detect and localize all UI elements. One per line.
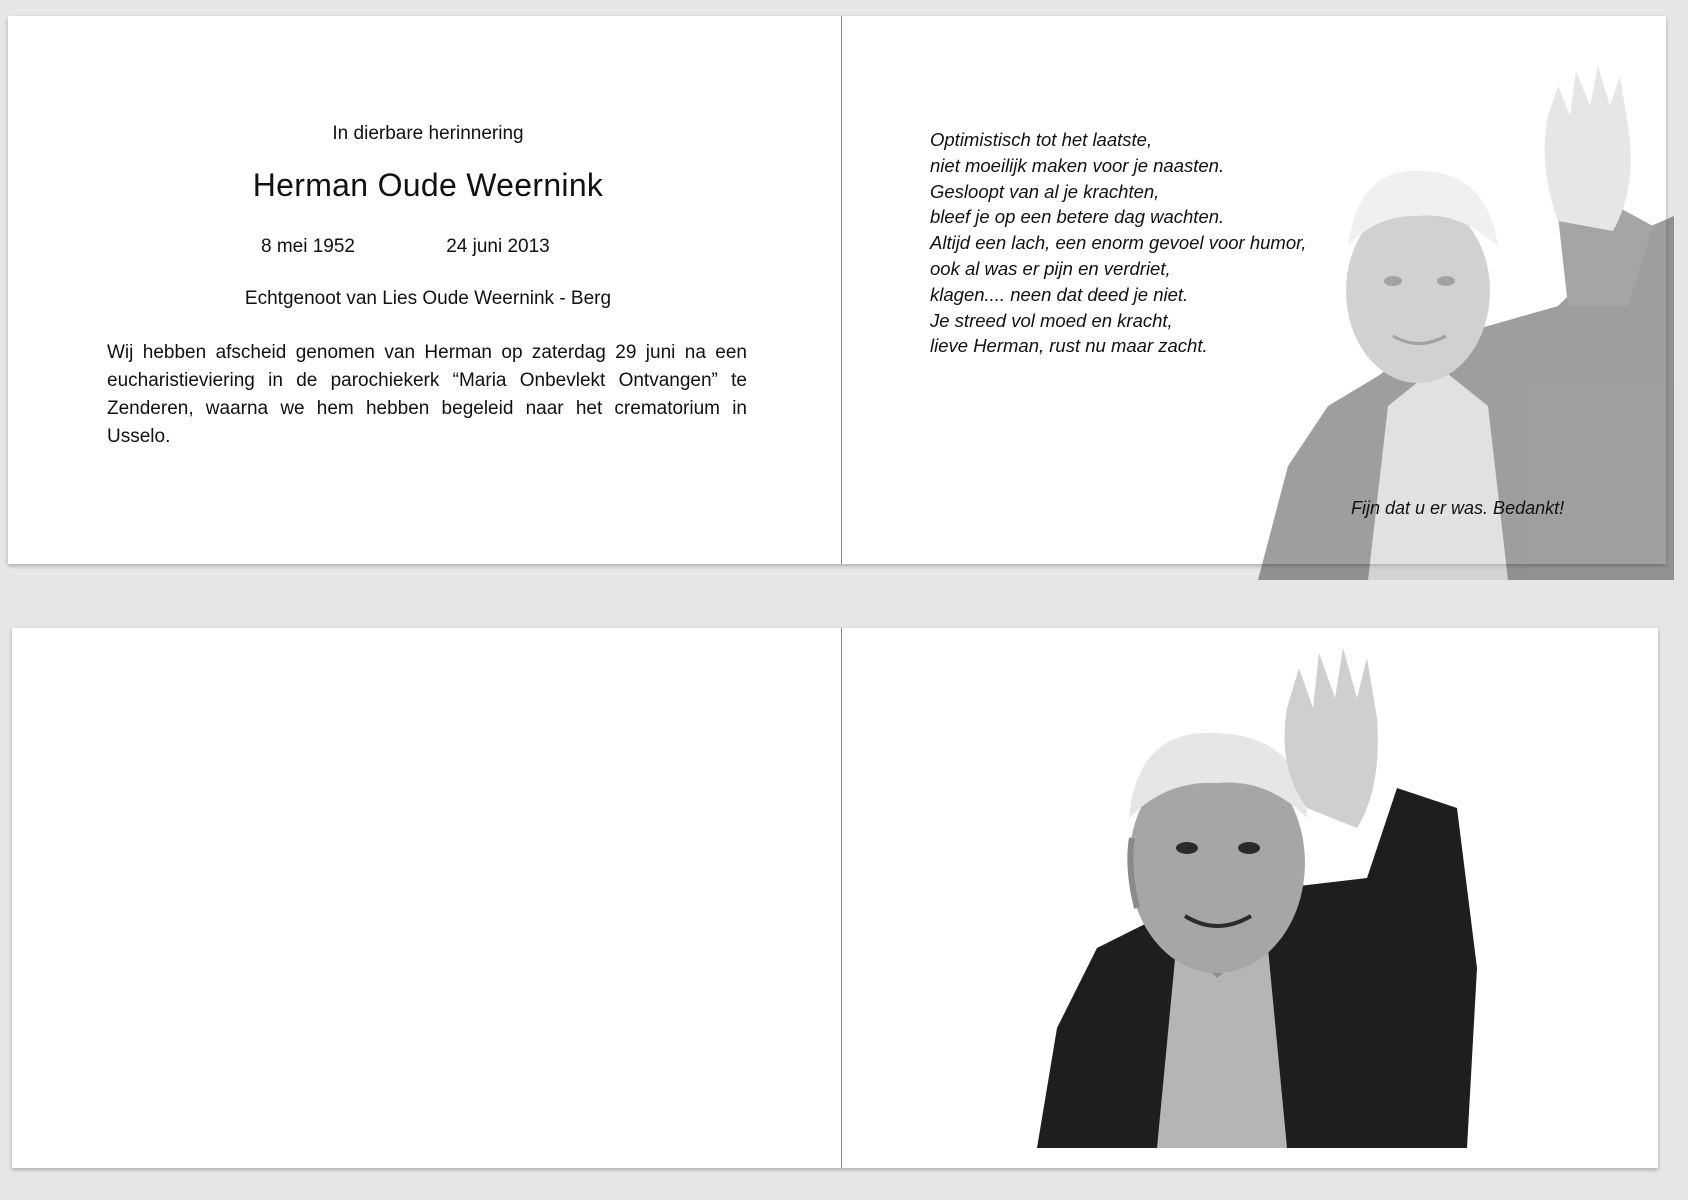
farewell-text: Wij hebben afscheid genomen van Herman op zaterdag 29 juni na een eucharistieviering in de parochiekerk “Maria Onbevlekt Ontvangen” te Zenderen, waarna we hem hebben begeleid naar het crematorium in Usselo. bbox=[107, 342, 747, 447]
portrait-photo bbox=[1037, 648, 1507, 1148]
poem bbox=[930, 127, 1306, 359]
poem-line: niet moeilijk maken voor je naasten. bbox=[930, 154, 1225, 176]
poem-line: klagen.... neen dat deed je niet. bbox=[930, 283, 1189, 305]
spouse-line: Echtgenoot van Lies Oude Weernink - Berg bbox=[244, 288, 612, 309]
deceased-name: Herman Oude Weernink bbox=[252, 167, 604, 203]
heading: In dierbare herinnering bbox=[332, 123, 524, 144]
poem-line: lieve Herman, rust nu maar zacht. bbox=[930, 335, 1208, 357]
thanks-text: Fijn dat u er was. Bedankt! bbox=[1351, 498, 1565, 518]
card-inner-sheet bbox=[12, 628, 1658, 1168]
poem-line: ook al was er pijn en verdriet, bbox=[930, 257, 1171, 279]
poem-line: Je streed vol moed en kracht, bbox=[930, 309, 1173, 331]
card-outer-sheet bbox=[8, 16, 1666, 564]
fold-line bbox=[841, 628, 842, 1168]
fold-line bbox=[841, 16, 842, 564]
poem-line: Optimistisch tot het laatste, bbox=[930, 129, 1153, 150]
poem-line: bleef je op een betere dag wachten. bbox=[930, 206, 1225, 228]
death-date: 24 juni 2013 bbox=[446, 236, 550, 257]
poem-line: Gesloopt van al je krachten, bbox=[930, 180, 1160, 202]
poem-line: Altijd een lach, een enorm gevoel voor humor, bbox=[930, 232, 1307, 254]
birth-date: 8 mei 1952 bbox=[260, 236, 355, 257]
